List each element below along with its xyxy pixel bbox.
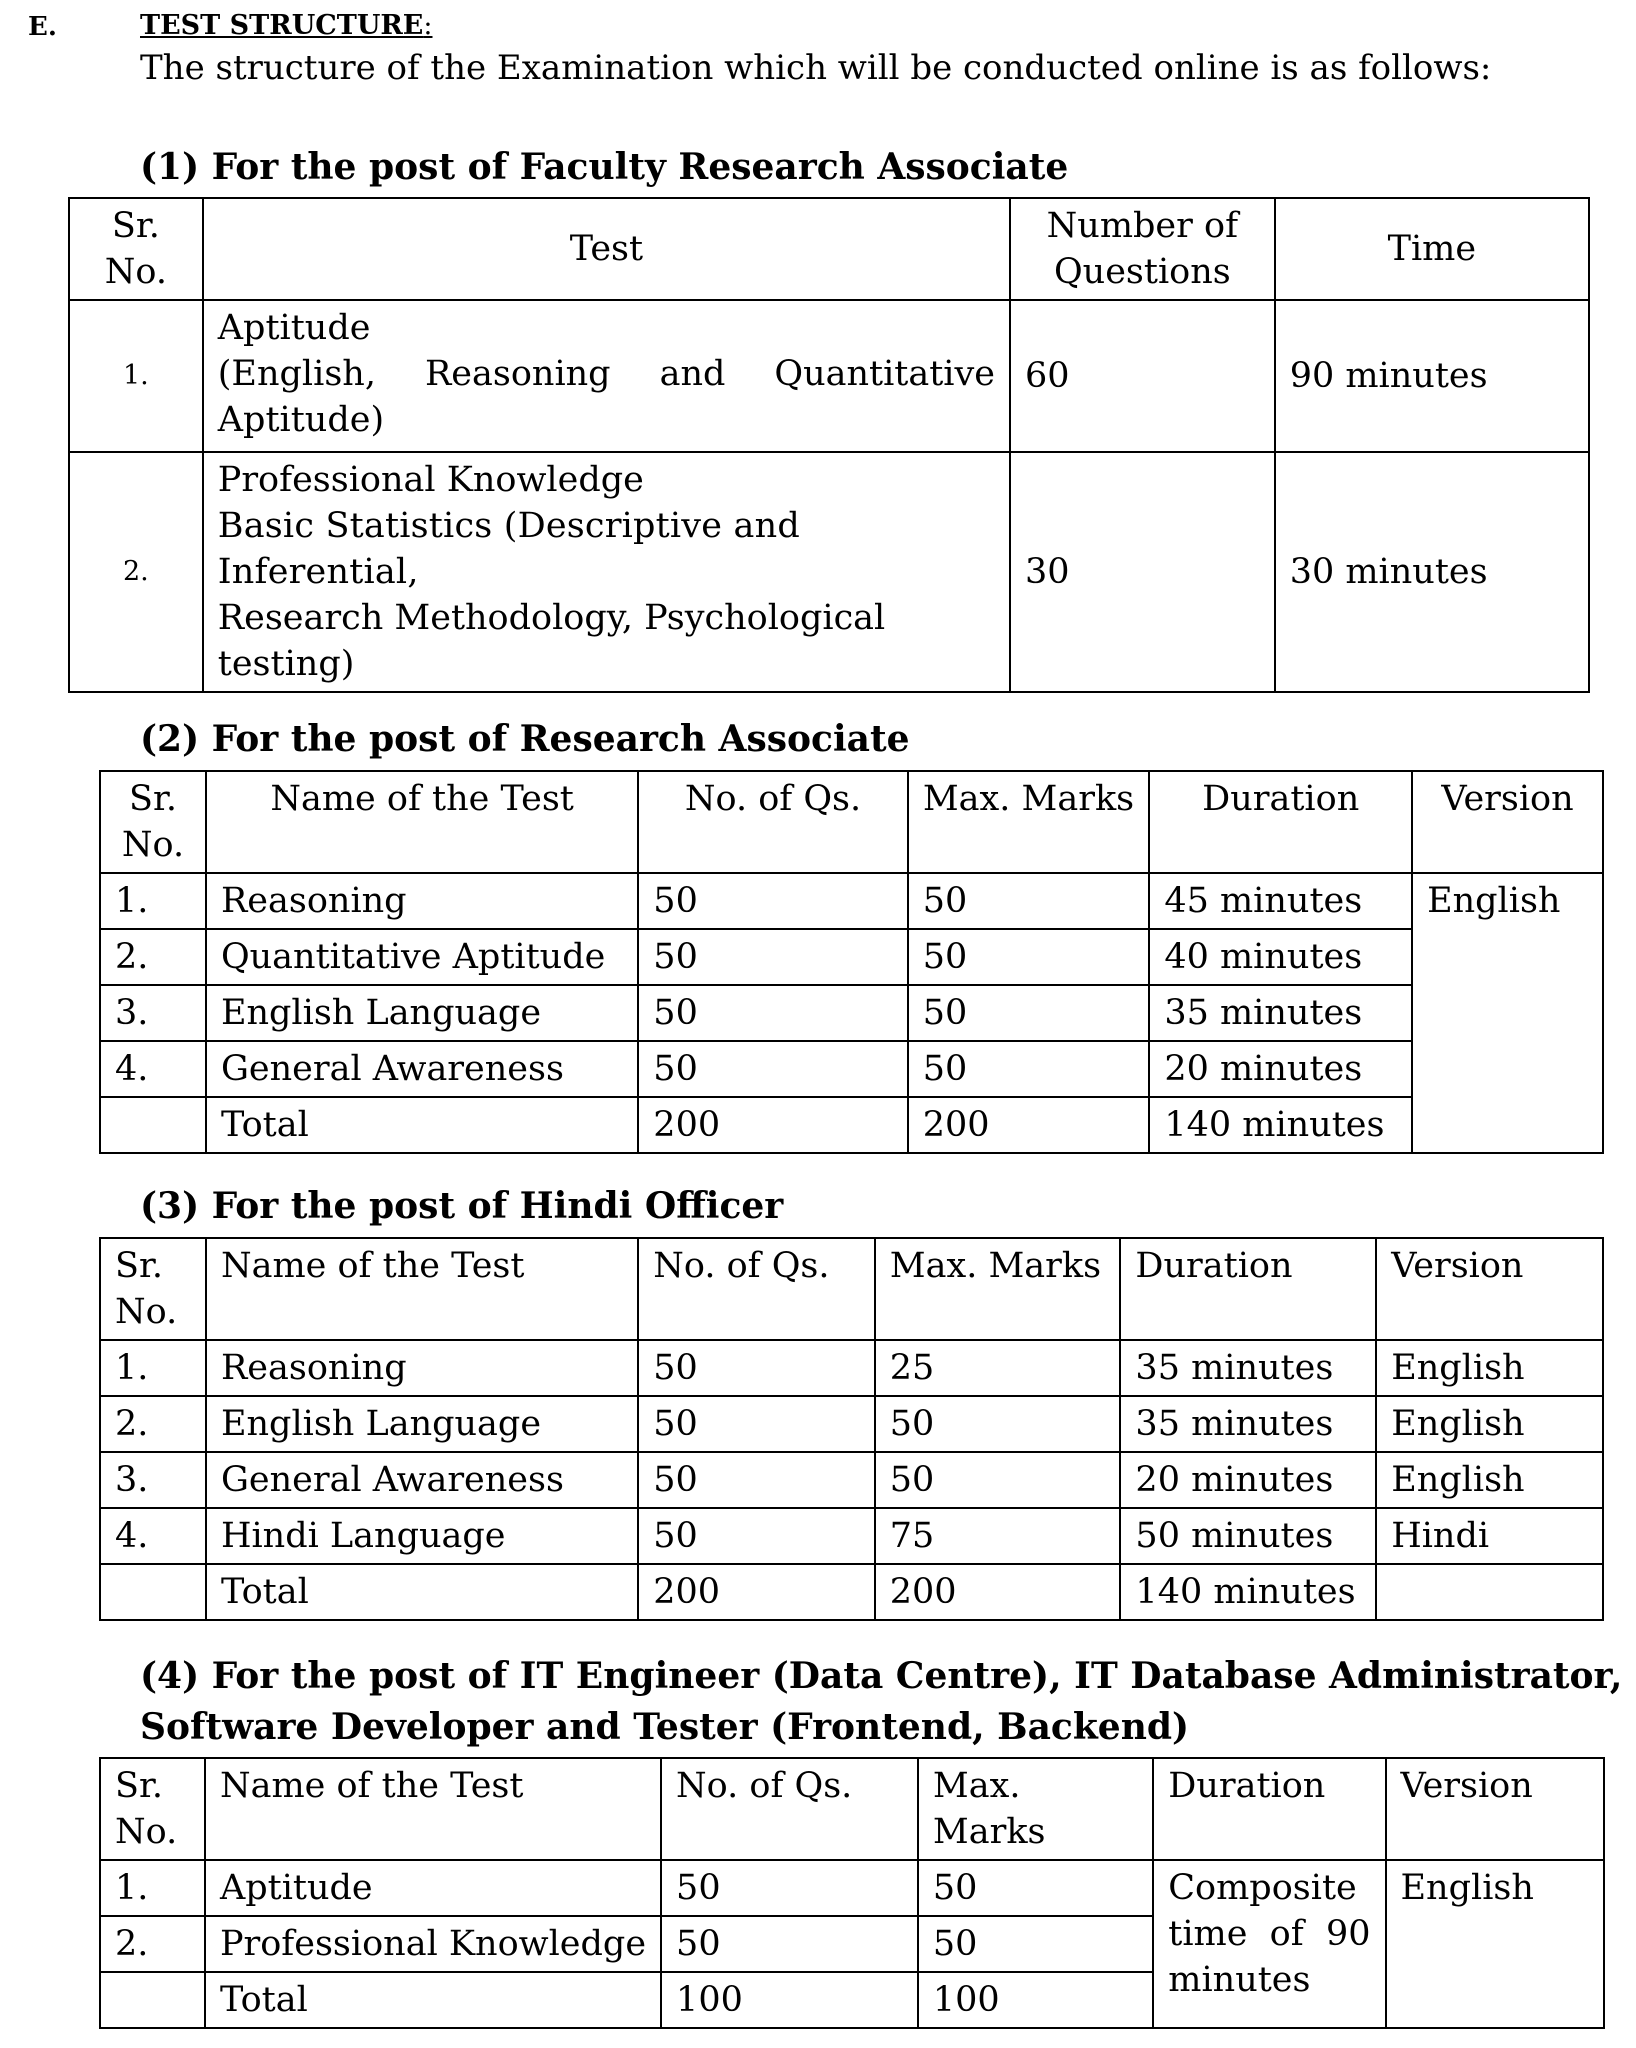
table-header-row [100,1238,1603,1340]
row-qs: 50 [638,1396,875,1452]
row-marks: 75 [875,1508,1121,1564]
row-marks: 25 [875,1340,1121,1396]
row-marks: 50 [875,1452,1121,1508]
row-qs: 50 [661,1860,918,1916]
row-qs: 50 [661,1916,918,1972]
row-time: 30 minutes [1275,452,1589,692]
row-sr: 1. [100,873,206,929]
table-row [100,873,1603,929]
row-time: 90 minutes [1275,300,1589,452]
row-sr: 2. [100,1396,206,1452]
total-qs: 200 [638,1097,907,1153]
row-test: Professional Knowledge Basic Statistics (Descriptive and Inferential, Research Methodology, Psychological testing) [203,452,1010,692]
row-duration: Composite time of 90 minutes [1153,1860,1385,2028]
table1-heading: (1) For the post of Faculty Research Associate [140,146,1069,188]
row-sr: 3. [100,1452,206,1508]
table-total-row [100,1564,1603,1620]
table-faculty-research-associate [68,197,1590,693]
total-label: Total [206,1097,638,1153]
row-test: Aptitude (English, Reasoning and Quantitative Aptitude) [203,300,1010,452]
total-label: Total [205,1972,661,2028]
row-sr [100,1564,206,1620]
row-questions: 60 [1010,300,1275,452]
section-title: TEST STRUCTURE: [140,10,433,41]
table4-heading-line2: Software Developer and Tester (Frontend, Backend) [140,1706,1190,1748]
row-marks: 50 [908,1041,1150,1097]
table-total-row [100,1097,1603,1153]
total-qs: 200 [638,1564,875,1620]
col-header-name: Name of the Test [206,1238,638,1340]
row-sr: 1. [100,1340,206,1396]
row-sr: 1. [100,1860,205,1916]
row-duration: 50 minutes [1120,1508,1376,1564]
row-duration: 35 minutes [1120,1340,1376,1396]
table-row [100,1452,1603,1508]
table-header-row [100,1758,1604,1860]
col-header-marks: Max. Marks [908,771,1150,873]
row-name: General Awareness [206,1452,638,1508]
total-qs: 100 [661,1972,918,2028]
col-header-version: Version [1386,1758,1605,1860]
table3-heading: (3) For the post of Hindi Officer [140,1185,784,1227]
row-name: General Awareness [206,1041,638,1097]
row-qs: 50 [638,873,907,929]
row-name: Quantitative Aptitude [206,929,638,985]
col-header-qs: No. of Qs. [661,1758,918,1860]
table-row [100,1340,1603,1396]
row-qs: 50 [638,929,907,985]
table-row [69,300,1589,452]
col-header-qs: No. of Qs. [638,1238,875,1340]
row-qs: 50 [638,1041,907,1097]
row-name: Reasoning [206,873,638,929]
row-name: Hindi Language [206,1508,638,1564]
col-header-marks: Max. Marks [918,1758,1153,1860]
row-marks: 50 [875,1396,1121,1452]
col-header-sr: Sr. No. [100,771,206,873]
row-marks: 50 [908,873,1150,929]
section-label: E. [28,12,57,42]
total-duration: 140 minutes [1149,1097,1412,1153]
row-questions: 30 [1010,452,1275,692]
table-row [100,985,1603,1041]
row-version: English [1376,1340,1603,1396]
row-duration: 35 minutes [1149,985,1412,1041]
row-sr: 1. [69,300,203,452]
col-header-qs: No. of Qs. [638,771,907,873]
row-duration: 35 minutes [1120,1396,1376,1452]
row-duration: 40 minutes [1149,929,1412,985]
col-header-sr: Sr. No. [69,198,203,300]
col-header-duration: Duration [1153,1758,1385,1860]
section-intro: The structure of the Examination which will be conducted online is as follows: [140,48,1492,88]
table-row [100,1508,1603,1564]
total-marks: 200 [875,1564,1121,1620]
row-sr: 3. [100,985,206,1041]
row-sr [100,1097,206,1153]
col-header-sr: Sr. No. [100,1758,205,1860]
col-header-duration: Duration [1120,1238,1376,1340]
row-duration: 45 minutes [1149,873,1412,929]
table2-heading: (2) For the post of Research Associate [140,718,910,760]
table-research-associate [99,770,1604,1154]
row-sr: 4. [100,1041,206,1097]
row-duration: 20 minutes [1120,1452,1376,1508]
col-header-version: Version [1376,1238,1603,1340]
row-name: Professional Knowledge [205,1916,661,1972]
row-duration: 20 minutes [1149,1041,1412,1097]
row-marks: 50 [908,985,1150,1041]
row-version: English [1386,1860,1605,2028]
row-version: English [1412,873,1603,1153]
col-header-version: Version [1412,771,1603,873]
col-header-questions: Number of Questions [1010,198,1275,300]
col-header-name: Name of the Test [206,771,638,873]
row-marks: 50 [918,1860,1153,1916]
table-row [100,1041,1603,1097]
row-name: Reasoning [206,1340,638,1396]
total-label: Total [206,1564,638,1620]
table-row [100,929,1603,985]
table-header-row [69,198,1589,300]
row-sr: 2. [100,1916,205,1972]
row-version: English [1376,1396,1603,1452]
col-header-time: Time [1275,198,1589,300]
col-header-duration: Duration [1149,771,1412,873]
table-row [100,1396,1603,1452]
row-qs: 50 [638,1452,875,1508]
total-marks: 100 [918,1972,1153,2028]
table-header-row [100,771,1603,873]
row-sr [100,1972,205,2028]
col-header-name: Name of the Test [205,1758,661,1860]
row-name: English Language [206,985,638,1041]
row-qs: 50 [638,1340,875,1396]
total-duration: 140 minutes [1120,1564,1376,1620]
total-marks: 200 [908,1097,1150,1153]
col-header-sr: Sr. No. [100,1238,206,1340]
row-version: English [1376,1452,1603,1508]
row-name: Aptitude [205,1860,661,1916]
col-header-marks: Max. Marks [875,1238,1121,1340]
row-marks: 50 [908,929,1150,985]
table-row [100,1860,1604,1916]
row-name: English Language [206,1396,638,1452]
total-version [1376,1564,1603,1620]
row-sr: 2. [69,452,203,692]
table-row [69,452,1589,692]
table-hindi-officer [99,1237,1604,1621]
table4-heading-line1: (4) For the post of IT Engineer (Data Centre), IT Database Administrator, [140,1655,1623,1697]
row-qs: 50 [638,1508,875,1564]
row-marks: 50 [918,1916,1153,1972]
table-it-engineer [99,1757,1605,2029]
row-sr: 4. [100,1508,206,1564]
col-header-test: Test [203,198,1010,300]
row-sr: 2. [100,929,206,985]
row-version: Hindi [1376,1508,1603,1564]
row-qs: 50 [638,985,907,1041]
